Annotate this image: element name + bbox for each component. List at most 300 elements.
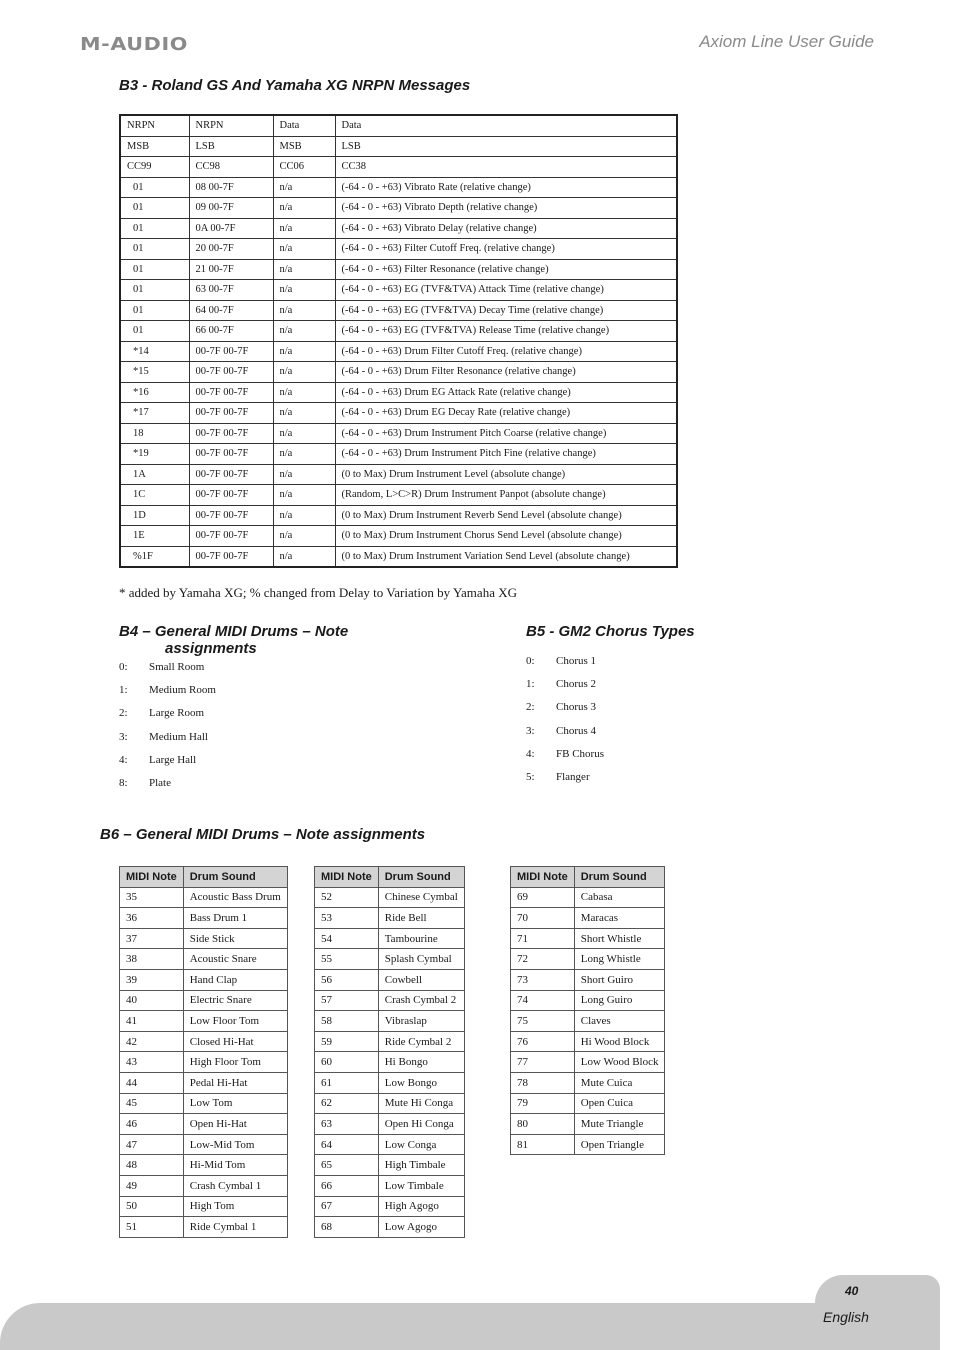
nrpn-cell: 01 [120, 300, 189, 321]
drum-sound-cell: High Floor Tom [183, 1052, 287, 1073]
nrpn-cell: 18 [120, 423, 189, 444]
nrpn-cell: 00-7F 00-7F [189, 444, 273, 465]
nrpn-row [120, 239, 677, 260]
table-row [120, 1011, 288, 1032]
b5-title: B5 - GM2 Chorus Types [526, 623, 695, 640]
nrpn-cell: (-64 - 0 - +63) EG (TVF&TVA) Attack Time (relative change) [335, 280, 677, 301]
drum-sound-cell: Hand Clap [183, 969, 287, 990]
nrpn-cell: (-64 - 0 - +63) Vibrato Rate (relative change) [335, 177, 677, 198]
b4-title-line2: assignments [165, 640, 257, 657]
table-row [511, 969, 665, 990]
table-row [511, 928, 665, 949]
nrpn-cell: CC06 [273, 157, 335, 178]
nrpn-cell: 1D [120, 505, 189, 526]
nrpn-cell: 00-7F 00-7F [189, 341, 273, 362]
nrpn-cell: 01 [120, 218, 189, 239]
page-number: 40 [845, 1284, 859, 1298]
drum-sound-cell: Ride Cymbal 2 [378, 1031, 464, 1052]
drum-sound-cell: Long Guiro [574, 990, 665, 1011]
drum-sound-cell: Pedal Hi-Hat [183, 1072, 287, 1093]
midi-note-cell: 44 [120, 1072, 184, 1093]
nrpn-cell: *16 [120, 382, 189, 403]
nrpn-cell: 20 00-7F [189, 239, 273, 260]
nrpn-row [120, 403, 677, 424]
drum-sound-cell: Mute Cuica [574, 1072, 665, 1093]
nrpn-cell: n/a [273, 444, 335, 465]
nrpn-cell: (0 to Max) Drum Instrument Level (absolute change) [335, 464, 677, 485]
midi-note-cell: 43 [120, 1052, 184, 1073]
table-row [315, 969, 465, 990]
list-item [526, 701, 604, 724]
table-row [315, 1052, 465, 1073]
nrpn-cell: (0 to Max) Drum Instrument Variation Send Level (absolute change) [335, 546, 677, 567]
nrpn-cell: n/a [273, 505, 335, 526]
table-row [511, 887, 665, 908]
nrpn-cell: (Random, L>C>R) Drum Instrument Panpot (absolute change) [335, 485, 677, 506]
table-row [120, 887, 288, 908]
nrpn-cell: n/a [273, 382, 335, 403]
nrpn-cell: MSB [273, 136, 335, 157]
nrpn-cell: 21 00-7F [189, 259, 273, 280]
nrpn-cell: 08 00-7F [189, 177, 273, 198]
table-row [511, 1031, 665, 1052]
nrpn-cell: 01 [120, 321, 189, 342]
midi-note-cell: 36 [120, 908, 184, 929]
drum-table-2 [314, 866, 465, 1238]
midi-note-cell: 48 [120, 1155, 184, 1176]
b3-title: B3 - Roland GS And Yamaha XG NRPN Messages [119, 77, 471, 94]
table-row [511, 1011, 665, 1032]
midi-note-cell: 69 [511, 887, 575, 908]
list-item [526, 655, 604, 678]
midi-note-header: MIDI Note [315, 867, 379, 888]
nrpn-cell: n/a [273, 464, 335, 485]
nrpn-cell: 00-7F 00-7F [189, 485, 273, 506]
drum-sound-cell: Electric Snare [183, 990, 287, 1011]
drum-sound-cell: High Agogo [378, 1196, 464, 1217]
list-item-label: Medium Hall [149, 730, 208, 743]
nrpn-row [120, 382, 677, 403]
nrpn-cell: n/a [273, 198, 335, 219]
drum-sound-cell: Low Wood Block [574, 1052, 665, 1073]
nrpn-table [119, 114, 678, 568]
table-row [315, 887, 465, 908]
nrpn-cell: n/a [273, 423, 335, 444]
nrpn-cell: Data [335, 115, 677, 136]
nrpn-cell: (-64 - 0 - +63) Drum Instrument Pitch Coarse (relative change) [335, 423, 677, 444]
nrpn-cell: NRPN [120, 115, 189, 136]
nrpn-cell: n/a [273, 485, 335, 506]
table-row [315, 949, 465, 970]
table-row [120, 1175, 288, 1196]
nrpn-cell: *17 [120, 403, 189, 424]
nrpn-row [120, 259, 677, 280]
table-row [315, 928, 465, 949]
drum-sound-header: Drum Sound [183, 867, 287, 888]
drum-sound-header: Drum Sound [574, 867, 665, 888]
nrpn-row [120, 218, 677, 239]
table-row [315, 908, 465, 929]
nrpn-cell: 63 00-7F [189, 280, 273, 301]
list-item-number: 0: [526, 655, 535, 667]
drum-sound-cell: Acoustic Snare [183, 949, 287, 970]
table-row [315, 990, 465, 1011]
list-item-number: 1: [119, 684, 128, 697]
b6-title: B6 – General MIDI Drums – Note assignments [100, 826, 426, 843]
table-row [511, 1114, 665, 1135]
drum-sound-cell: Low Bongo [378, 1072, 464, 1093]
list-item-label: Chorus 2 [556, 678, 597, 691]
midi-note-cell: 74 [511, 990, 575, 1011]
drum-sound-cell: Side Stick [183, 928, 287, 949]
table-row [120, 928, 288, 949]
nrpn-cell: NRPN [189, 115, 273, 136]
list-item-label: Chorus 4 [556, 724, 597, 737]
nrpn-cell: 01 [120, 239, 189, 260]
midi-note-cell: 35 [120, 887, 184, 908]
list-item-number: 4: [119, 753, 128, 766]
table-row [315, 1072, 465, 1093]
list-item-label: Large Room [149, 707, 205, 720]
table-row [511, 908, 665, 929]
drum-sound-cell: Bass Drum 1 [183, 908, 287, 929]
list-item-label: Small Room [149, 661, 205, 673]
list-item-number: 3: [526, 724, 535, 737]
nrpn-cell: 00-7F 00-7F [189, 546, 273, 567]
drum-sound-header: Drum Sound [378, 867, 464, 888]
list-item-label: Chorus 1 [556, 655, 597, 667]
language-label: English [823, 1309, 869, 1325]
footer-bar [0, 1303, 940, 1350]
nrpn-cell: n/a [273, 321, 335, 342]
b4-title-line1: B4 – General MIDI Drums – Note [119, 623, 349, 640]
m-audio-logo: M-AUDIO [80, 34, 188, 55]
midi-note-cell: 54 [315, 928, 379, 949]
nrpn-cell: %1F [120, 546, 189, 567]
midi-note-cell: 51 [120, 1217, 184, 1238]
nrpn-cell: (0 to Max) Drum Instrument Reverb Send Level (absolute change) [335, 505, 677, 526]
nrpn-row [120, 423, 677, 444]
guide-title: Axiom Line User Guide [699, 32, 874, 51]
nrpn-cell: CC98 [189, 157, 273, 178]
nrpn-cell: (-64 - 0 - +63) Drum Instrument Pitch Fine (relative change) [335, 444, 677, 465]
nrpn-cell: 00-7F 00-7F [189, 403, 273, 424]
nrpn-row [120, 115, 677, 136]
midi-note-cell: 38 [120, 949, 184, 970]
drum-sound-cell: Chinese Cymbal [378, 887, 464, 908]
nrpn-cell: 01 [120, 177, 189, 198]
b4-title [119, 623, 348, 657]
list-item-label: Large Hall [149, 753, 197, 766]
list-item [526, 771, 604, 794]
list-item [119, 661, 216, 684]
midi-note-cell: 40 [120, 990, 184, 1011]
nrpn-row [120, 136, 677, 157]
table-row [511, 1134, 665, 1155]
nrpn-row [120, 321, 677, 342]
table-row [120, 908, 288, 929]
drum-sound-cell: Hi Wood Block [574, 1031, 665, 1052]
nrpn-cell: 01 [120, 198, 189, 219]
nrpn-cell: (-64 - 0 - +63) EG (TVF&TVA) Decay Time (relative change) [335, 300, 677, 321]
drum-sound-cell: Open Hi Conga [378, 1114, 464, 1135]
nrpn-cell: n/a [273, 239, 335, 260]
nrpn-cell: (-64 - 0 - +63) Filter Cutoff Freq. (relative change) [335, 239, 677, 260]
list-item-label: FB Chorus [556, 747, 604, 760]
table-row [120, 969, 288, 990]
nrpn-row [120, 177, 677, 198]
table-row [315, 1175, 465, 1196]
nrpn-cell: 0A 00-7F [189, 218, 273, 239]
drum-table-3 [510, 866, 665, 1155]
midi-note-cell: 56 [315, 969, 379, 990]
nrpn-cell: LSB [189, 136, 273, 157]
nrpn-cell: (-64 - 0 - +63) EG (TVF&TVA) Release Time (relative change) [335, 321, 677, 342]
nrpn-cell: 09 00-7F [189, 198, 273, 219]
drum-table-header-row [315, 867, 465, 888]
nrpn-cell: MSB [120, 136, 189, 157]
nrpn-cell: *14 [120, 341, 189, 362]
midi-note-cell: 57 [315, 990, 379, 1011]
nrpn-cell: 00-7F 00-7F [189, 382, 273, 403]
table-row [120, 1072, 288, 1093]
table-row [120, 1134, 288, 1155]
list-item [119, 777, 216, 800]
midi-note-cell: 78 [511, 1072, 575, 1093]
nrpn-cell: (-64 - 0 - +63) Drum EG Attack Rate (relative change) [335, 382, 677, 403]
nrpn-cell: 00-7F 00-7F [189, 423, 273, 444]
list-item [119, 707, 216, 730]
b5-list [526, 655, 604, 794]
nrpn-cell: 1C [120, 485, 189, 506]
midi-note-cell: 64 [315, 1134, 379, 1155]
nrpn-row [120, 464, 677, 485]
midi-note-header: MIDI Note [511, 867, 575, 888]
nrpn-footnote: * added by Yamaha XG; % changed from Delay to Variation by Yamaha XG [119, 585, 517, 600]
drum-sound-cell: High Timbale [378, 1155, 464, 1176]
nrpn-cell: n/a [273, 218, 335, 239]
drum-table-1 [119, 866, 288, 1238]
nrpn-cell: 66 00-7F [189, 321, 273, 342]
nrpn-cell: n/a [273, 546, 335, 567]
table-row [511, 949, 665, 970]
list-item [119, 731, 216, 754]
midi-note-cell: 70 [511, 908, 575, 929]
nrpn-cell: *15 [120, 362, 189, 383]
drum-sound-cell: Splash Cymbal [378, 949, 464, 970]
drum-sound-cell: Mute Triangle [574, 1114, 665, 1135]
midi-note-cell: 72 [511, 949, 575, 970]
nrpn-row [120, 546, 677, 567]
midi-note-cell: 76 [511, 1031, 575, 1052]
drum-sound-cell: Crash Cymbal 2 [378, 990, 464, 1011]
list-item-label: Chorus 3 [556, 701, 597, 714]
list-item-number: 0: [119, 661, 128, 673]
nrpn-cell: n/a [273, 341, 335, 362]
midi-note-cell: 45 [120, 1093, 184, 1114]
drum-sound-cell: Open Triangle [574, 1134, 665, 1155]
b4-list [119, 661, 216, 800]
drum-table-header-row [120, 867, 288, 888]
midi-note-cell: 42 [120, 1031, 184, 1052]
nrpn-cell: (-64 - 0 - +63) Vibrato Depth (relative change) [335, 198, 677, 219]
list-item-label: Medium Room [149, 684, 216, 697]
table-row [315, 1011, 465, 1032]
nrpn-cell: CC99 [120, 157, 189, 178]
list-item-label: Flanger [556, 770, 590, 783]
table-row [120, 1052, 288, 1073]
table-row [315, 1196, 465, 1217]
table-row [511, 1052, 665, 1073]
list-item [526, 748, 604, 771]
nrpn-cell: LSB [335, 136, 677, 157]
nrpn-row [120, 341, 677, 362]
nrpn-cell: (-64 - 0 - +63) Drum Filter Cutoff Freq. (relative change) [335, 341, 677, 362]
drum-sound-cell: Mute Hi Conga [378, 1093, 464, 1114]
drum-sound-cell: Hi-Mid Tom [183, 1155, 287, 1176]
nrpn-cell: n/a [273, 280, 335, 301]
nrpn-cell: *19 [120, 444, 189, 465]
table-row [315, 1114, 465, 1135]
drum-sound-cell: Short Guiro [574, 969, 665, 990]
midi-note-cell: 37 [120, 928, 184, 949]
nrpn-row [120, 485, 677, 506]
drum-sound-cell: Cowbell [378, 969, 464, 990]
nrpn-row [120, 157, 677, 178]
nrpn-cell: (-64 - 0 - +63) Drum EG Decay Rate (relative change) [335, 403, 677, 424]
nrpn-row [120, 526, 677, 547]
midi-note-cell: 59 [315, 1031, 379, 1052]
midi-note-cell: 55 [315, 949, 379, 970]
drum-sound-cell: Closed Hi-Hat [183, 1031, 287, 1052]
table-row [315, 1217, 465, 1238]
midi-note-cell: 49 [120, 1175, 184, 1196]
midi-note-cell: 66 [315, 1175, 379, 1196]
list-item [526, 678, 604, 701]
list-item [119, 754, 216, 777]
nrpn-cell: 00-7F 00-7F [189, 464, 273, 485]
list-item-number: 4: [526, 747, 535, 760]
nrpn-cell: 01 [120, 259, 189, 280]
nrpn-cell: 1E [120, 526, 189, 547]
table-row [315, 1155, 465, 1176]
nrpn-cell: n/a [273, 259, 335, 280]
midi-note-cell: 41 [120, 1011, 184, 1032]
table-row [511, 1072, 665, 1093]
drum-sound-cell: Low Timbale [378, 1175, 464, 1196]
midi-note-cell: 73 [511, 969, 575, 990]
table-row [120, 1217, 288, 1238]
midi-note-cell: 47 [120, 1134, 184, 1155]
drum-sound-cell: Low Agogo [378, 1217, 464, 1238]
table-row [120, 949, 288, 970]
nrpn-cell: (-64 - 0 - +63) Filter Resonance (relative change) [335, 259, 677, 280]
drum-sound-cell: Tambourine [378, 928, 464, 949]
table-row [511, 1093, 665, 1114]
drum-sound-cell: Open Hi-Hat [183, 1114, 287, 1135]
nrpn-cell: CC38 [335, 157, 677, 178]
nrpn-cell: n/a [273, 177, 335, 198]
midi-note-cell: 81 [511, 1134, 575, 1155]
list-item [526, 725, 604, 748]
drum-sound-cell: High Tom [183, 1196, 287, 1217]
table-row [120, 1114, 288, 1135]
nrpn-row [120, 444, 677, 465]
midi-note-cell: 80 [511, 1114, 575, 1135]
nrpn-cell: 00-7F 00-7F [189, 505, 273, 526]
drum-sound-cell: Hi Bongo [378, 1052, 464, 1073]
table-row [120, 1031, 288, 1052]
midi-note-cell: 58 [315, 1011, 379, 1032]
list-item [119, 684, 216, 707]
nrpn-cell: 1A [120, 464, 189, 485]
drum-sound-cell: Open Cuica [574, 1093, 665, 1114]
drum-sound-cell: Ride Bell [378, 908, 464, 929]
drum-sound-cell: Vibraslap [378, 1011, 464, 1032]
nrpn-cell: (0 to Max) Drum Instrument Chorus Send Level (absolute change) [335, 526, 677, 547]
nrpn-cell: n/a [273, 362, 335, 383]
list-item-number: 3: [119, 730, 128, 743]
table-row [315, 1093, 465, 1114]
midi-note-cell: 46 [120, 1114, 184, 1135]
drum-sound-cell: Low Tom [183, 1093, 287, 1114]
table-row [120, 990, 288, 1011]
midi-note-cell: 52 [315, 887, 379, 908]
nrpn-row [120, 280, 677, 301]
drum-table-header-row [511, 867, 665, 888]
drum-sound-cell: Crash Cymbal 1 [183, 1175, 287, 1196]
list-item-number: 2: [526, 701, 535, 714]
midi-note-cell: 63 [315, 1114, 379, 1135]
nrpn-cell: 64 00-7F [189, 300, 273, 321]
table-row [315, 1134, 465, 1155]
nrpn-cell: (-64 - 0 - +63) Vibrato Delay (relative change) [335, 218, 677, 239]
nrpn-row [120, 505, 677, 526]
nrpn-cell: (-64 - 0 - +63) Drum Filter Resonance (relative change) [335, 362, 677, 383]
drum-sound-cell: Ride Cymbal 1 [183, 1217, 287, 1238]
nrpn-cell: n/a [273, 403, 335, 424]
midi-note-cell: 50 [120, 1196, 184, 1217]
nrpn-row [120, 362, 677, 383]
table-row [120, 1155, 288, 1176]
midi-note-header: MIDI Note [120, 867, 184, 888]
list-item-label: Plate [149, 776, 171, 789]
nrpn-cell: 00-7F 00-7F [189, 526, 273, 547]
nrpn-row [120, 198, 677, 219]
midi-note-cell: 60 [315, 1052, 379, 1073]
midi-note-cell: 61 [315, 1072, 379, 1093]
table-row [120, 1196, 288, 1217]
list-item-number: 8: [119, 776, 128, 789]
list-item-number: 5: [526, 770, 535, 783]
nrpn-cell: 01 [120, 280, 189, 301]
midi-note-cell: 62 [315, 1093, 379, 1114]
nrpn-cell: Data [273, 115, 335, 136]
list-item-number: 2: [119, 707, 128, 720]
drum-sound-cell: Cabasa [574, 887, 665, 908]
midi-note-cell: 79 [511, 1093, 575, 1114]
drum-sound-cell: Acoustic Bass Drum [183, 887, 287, 908]
midi-note-cell: 71 [511, 928, 575, 949]
nrpn-cell: n/a [273, 300, 335, 321]
midi-note-cell: 53 [315, 908, 379, 929]
list-item-number: 1: [526, 678, 535, 691]
drum-sound-cell: Low Floor Tom [183, 1011, 287, 1032]
midi-note-cell: 77 [511, 1052, 575, 1073]
midi-note-cell: 39 [120, 969, 184, 990]
midi-note-cell: 75 [511, 1011, 575, 1032]
midi-note-cell: 65 [315, 1155, 379, 1176]
